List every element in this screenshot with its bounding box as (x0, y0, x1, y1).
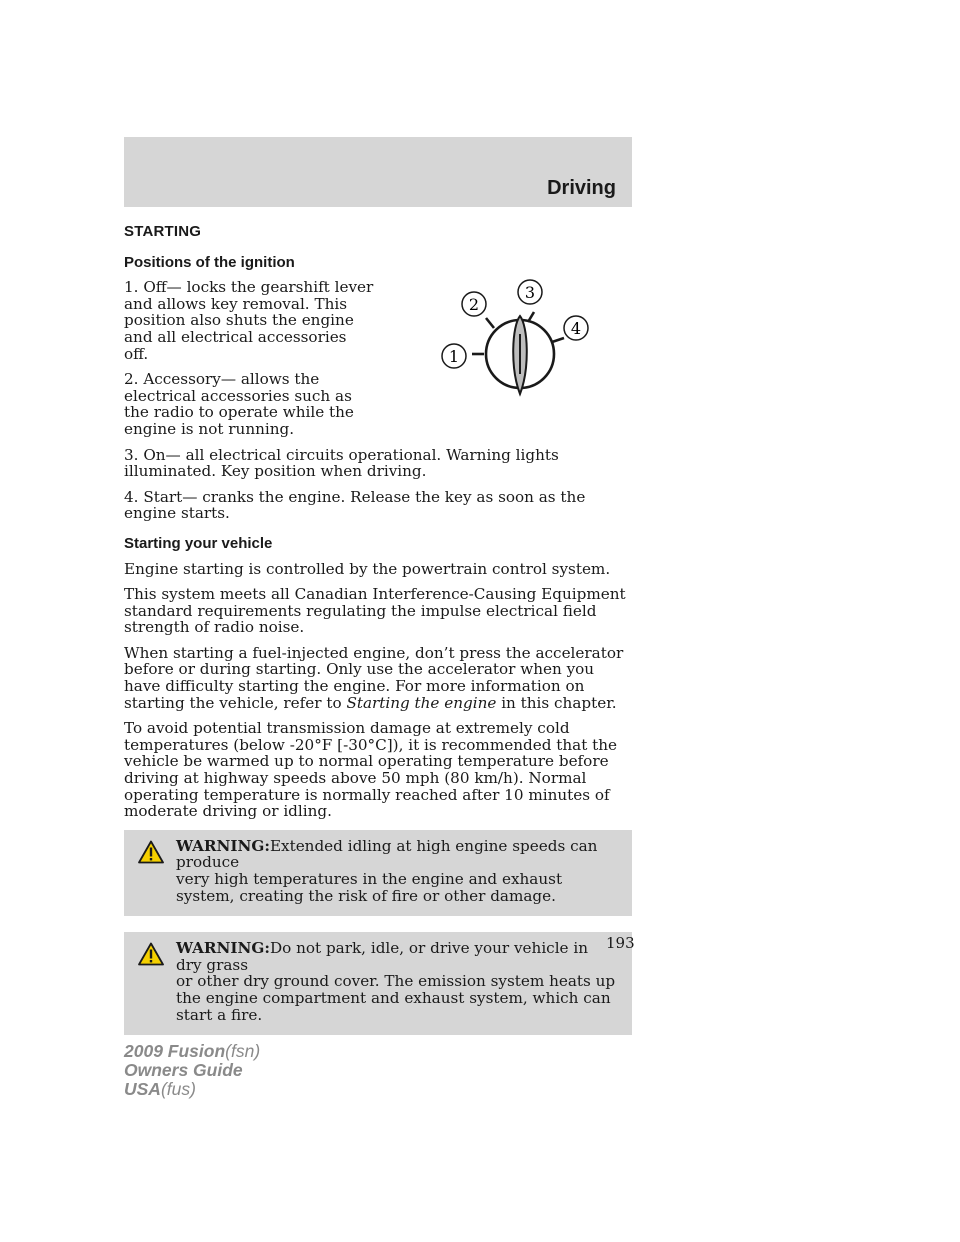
warning-line1: Do not park, idle, or drive your vehicle in dry grass (176, 939, 588, 974)
section-title: Driving (547, 177, 616, 199)
footer-region: USA (124, 1079, 161, 1099)
page-number: 193 (606, 934, 635, 952)
ignition-item-accessory: 2. Accessory— allows the electrical accessories such as the radio to operate while the engine is not running. (124, 370, 354, 438)
warning-rest: or other dry ground cover. The emission system heats up the engine compartment and exhaust system, which can start a fire. (176, 972, 616, 1024)
warning-triangle-icon (138, 942, 164, 966)
warning-line1: Extended idling at high engine speeds can produce (176, 836, 598, 872)
starting-p2: This system meets all Canadian Interference-Causing Equipment standard requirements regulating the impulse electrical field strength of radio noise. (124, 585, 626, 637)
warning-label: WARNING: (176, 836, 270, 855)
starting-heading: Starting your vehicle (124, 534, 273, 552)
warning-rest: very high temperatures in the engine and exhaust system, creating the risk of fire or other damage. (176, 870, 563, 905)
starting-p4: To avoid potential transmission damage at extremely cold temperatures (below -20°F [-30°C]), it is recommended that the vehicle be warmed up to normal operating temperature before driving at highway speeds above 50 mph (80 km/h). Normal operating temperature is normally reached after 10 minutes of moderate driving or idling. (124, 719, 617, 821)
warning-box-dry-grass (124, 932, 632, 1035)
label-1: 1 (448, 347, 460, 366)
warning-triangle-icon (138, 840, 164, 864)
starting-p1: Engine starting is controlled by the powertrain control system. (124, 559, 611, 578)
starting-p3-tail: in this chapter. (496, 693, 617, 712)
footer-region-code: (fus) (160, 1079, 196, 1099)
warning-label: WARNING: (176, 939, 270, 958)
starting-p3-ref: Starting the engine (346, 693, 497, 712)
tick-4 (552, 338, 564, 342)
ignition-item-off: 1. Off— locks the gearshift lever and allows key removal. This position also shuts the engine and all electrical accessories off. (124, 278, 374, 363)
warning-box-idling (124, 830, 632, 916)
ignition-item-on: 3. On— all electrical circuits operational. Warning lights illuminated. Key position when driving. (124, 445, 559, 481)
starting-p3-main: When starting a fuel-injected engine, don’t press the accelerator before or during starting. Only use the accelerator when you have difficulty starting the engine. For more information on starting the vehicle, refer to (124, 643, 624, 712)
header-band (124, 137, 632, 207)
footer-guide: Owners Guide (124, 1060, 243, 1080)
footer-model: 2009 Fusion (124, 1041, 226, 1061)
ignition-diagram (430, 278, 590, 398)
label-4: 4 (570, 319, 582, 338)
label-3: 3 (524, 283, 536, 302)
footer-model-code: (fsn) (225, 1041, 261, 1061)
footer (124, 1042, 260, 1099)
tick-2 (486, 318, 494, 328)
starting-p3 (124, 645, 634, 711)
page-title: STARTING (124, 223, 202, 240)
ignition-heading: Positions of the ignition (124, 253, 295, 271)
ignition-item-start: 4. Start— cranks the engine. Release the key as soon as the engine starts. (124, 487, 586, 523)
label-2: 2 (468, 295, 480, 314)
